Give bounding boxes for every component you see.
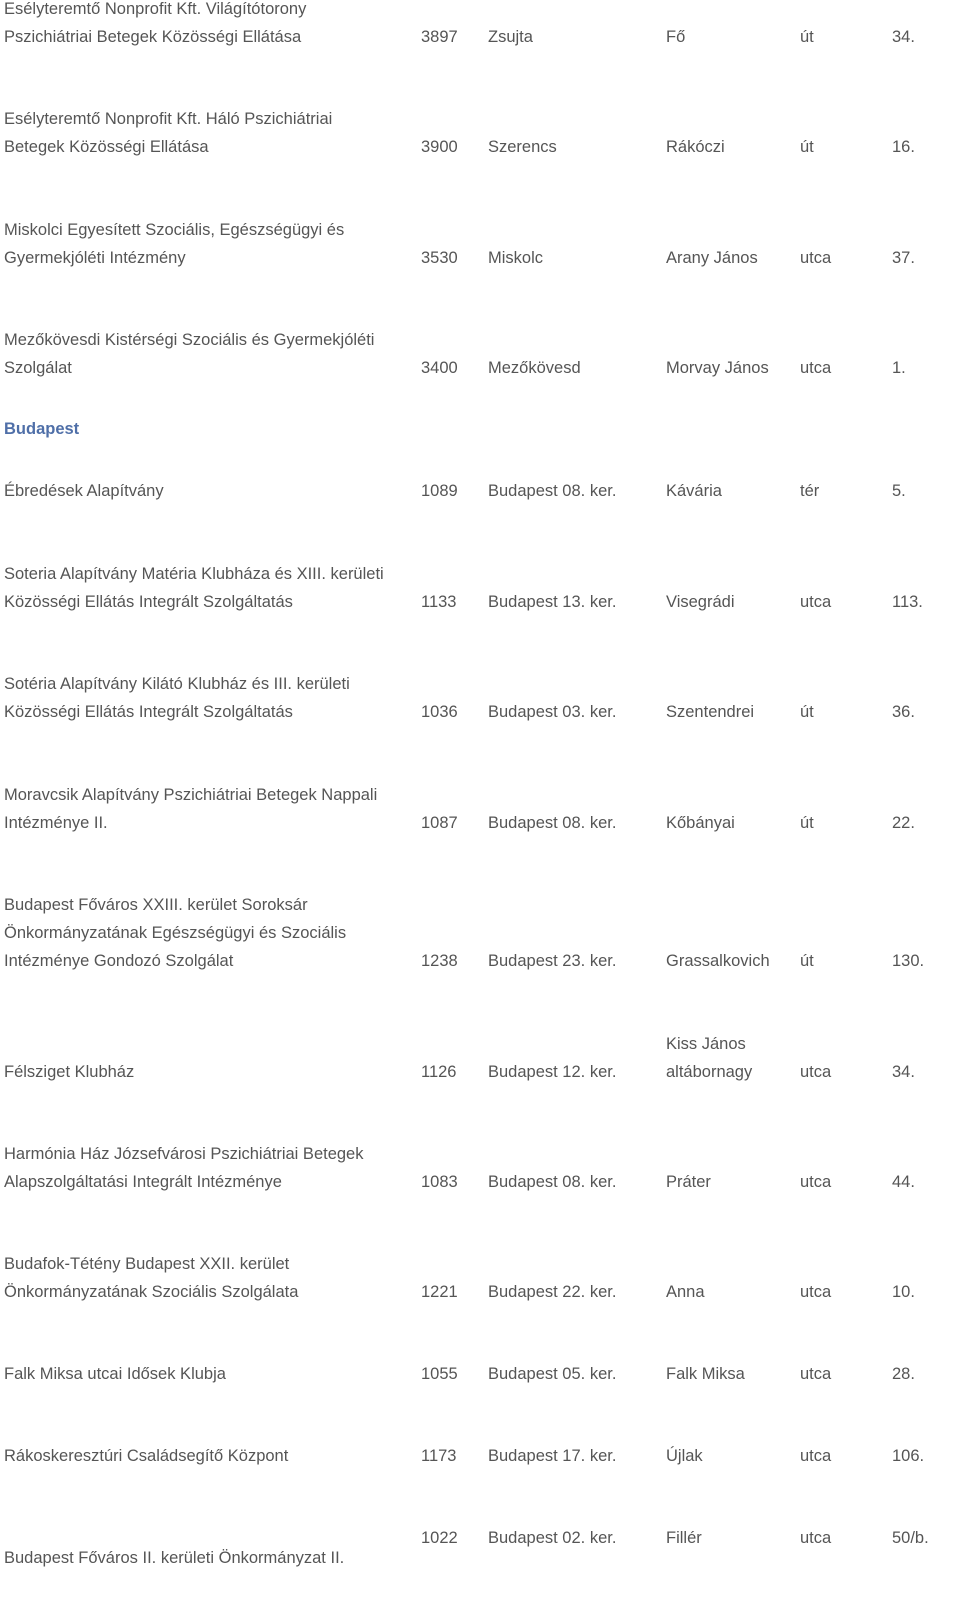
postal-code: 3897 [421, 28, 458, 46]
postal-code: 3530 [421, 249, 458, 267]
city: Budapest 23. ker. [488, 952, 617, 970]
city: Budapest 08. ker. [488, 482, 617, 500]
house-number: 16. [892, 138, 915, 156]
street-type: utca [800, 1173, 832, 1191]
institution-name: Félsziget Klubház [4, 1063, 135, 1081]
street-name: Kőbányai [666, 814, 735, 832]
street-type: út [800, 814, 814, 832]
house-number: 106. [892, 1447, 925, 1465]
street-name: Fő [666, 28, 686, 46]
institution-name: Szolgálat [4, 359, 72, 377]
institution-name: Soteria Alapítvány Matéria Klubháza és XIII. kerületi [4, 565, 384, 583]
postal-code: 1036 [421, 703, 458, 721]
house-number: 10. [892, 1283, 915, 1301]
institution-name: Miskolci Egyesített Szociális, Egészségügyi és [4, 221, 345, 239]
street-name: Práter [666, 1173, 711, 1191]
institution-name: Mezőkövesdi Kistérségi Szociális és Gyermekjóléti [4, 331, 375, 349]
city: Budapest 08. ker. [488, 1173, 617, 1191]
street-name: Visegrádi [666, 593, 735, 611]
city: Mezőkövesd [488, 359, 581, 377]
street-type: út [800, 138, 814, 156]
street-name: Grassalkovich [666, 952, 770, 970]
postal-code: 1133 [421, 593, 457, 611]
institution-name: Önkormányzatának Szociális Szolgálata [4, 1283, 299, 1301]
institution-name: Rákoskeresztúri Családsegítő Központ [4, 1447, 289, 1465]
street-type: utca [800, 593, 832, 611]
house-number: 5. [892, 482, 906, 500]
institution-name: Gyermekjóléti Intézmény [4, 249, 186, 267]
institution-name: Esélyteremtő Nonprofit Kft. Háló Pszichiátriai [4, 110, 333, 128]
house-number: 34. [892, 1063, 915, 1081]
city: Zsujta [488, 28, 533, 46]
institution-name: Harmónia Ház Józsefvárosi Pszichiátriai Betegek [4, 1145, 364, 1163]
street-name: Újlak [666, 1447, 703, 1465]
city: Budapest 02. ker. [488, 1529, 617, 1547]
street-type: utca [800, 1447, 832, 1465]
city: Budapest 05. ker. [488, 1365, 617, 1383]
institution-name: Intézménye Gondozó Szolgálat [4, 952, 234, 970]
street-type: tér [800, 482, 820, 500]
city: Budapest 22. ker. [488, 1283, 617, 1301]
street-type: út [800, 703, 814, 721]
postal-code: 1055 [421, 1365, 458, 1383]
institution-name: Budafok-Tétény Budapest XXII. kerület [4, 1255, 290, 1273]
institution-name: Közösségi Ellátás Integrált Szolgáltatás [4, 593, 293, 611]
postal-code: 1238 [421, 952, 458, 970]
city: Szerencs [488, 138, 557, 156]
institution-name: Esélyteremtő Nonprofit Kft. Világítótorony [4, 0, 307, 18]
street-name: altábornagy [666, 1063, 753, 1081]
city: Budapest 03. ker. [488, 703, 617, 721]
institution-name: Önkormányzatának Egészségügyi és Szociális [4, 924, 347, 942]
street-type: út [800, 952, 814, 970]
city: Budapest 12. ker. [488, 1063, 617, 1081]
street-type: utca [800, 1063, 832, 1081]
street-type: utca [800, 1365, 832, 1383]
institution-name: Alapszolgáltatási Integrált Intézménye [4, 1173, 282, 1191]
street-name: Kiss János [666, 1035, 746, 1053]
street-type: utca [800, 249, 832, 267]
street-name: Morvay János [666, 359, 769, 377]
postal-code: 1089 [421, 482, 458, 500]
institution-name: Budapest Főváros XXIII. kerület Soroksár [4, 896, 308, 914]
section-heading: Budapest [4, 420, 80, 438]
street-name: Fillér [666, 1529, 702, 1547]
city: Budapest 13. ker. [488, 593, 617, 611]
street-name: Kávária [666, 482, 722, 500]
house-number: 36. [892, 703, 915, 721]
street-name: Arany János [666, 249, 758, 267]
postal-code: 3900 [421, 138, 458, 156]
house-number: 44. [892, 1173, 915, 1191]
postal-code: 1083 [421, 1173, 458, 1191]
house-number: 28. [892, 1365, 915, 1383]
institution-name: Betegek Közösségi Ellátása [4, 138, 209, 156]
street-type: utca [800, 1529, 832, 1547]
street-name: Rákóczi [666, 138, 725, 156]
house-number: 37. [892, 249, 915, 267]
house-number: 1. [892, 359, 906, 377]
street-name: Anna [666, 1283, 705, 1301]
institution-name: Moravcsik Alapítvány Pszichiátriai Betegek Nappali [4, 786, 378, 804]
institution-name: Pszichiátriai Betegek Közösségi Ellátása [4, 28, 302, 46]
postal-code: 1087 [421, 814, 458, 832]
institution-name: Sotéria Alapítvány Kilátó Klubház és III. kerületi [4, 675, 350, 693]
street-type: út [800, 28, 814, 46]
house-number: 22. [892, 814, 915, 832]
institution-name: Intézménye II. [4, 814, 108, 832]
postal-code: 1173 [421, 1447, 457, 1465]
postal-code: 1221 [421, 1283, 458, 1301]
street-name: Szentendrei [666, 703, 755, 721]
house-number: 50/b. [892, 1529, 929, 1547]
postal-code: 3400 [421, 359, 458, 377]
institution-name: Budapest Főváros II. kerületi Önkormányzat II. [4, 1549, 345, 1567]
postal-code: 1126 [421, 1063, 457, 1081]
house-number: 130. [892, 952, 925, 970]
street-type: utca [800, 359, 832, 377]
city: Miskolc [488, 249, 544, 267]
institution-name: Közösségi Ellátás Integrált Szolgáltatás [4, 703, 293, 721]
city: Budapest 17. ker. [488, 1447, 617, 1465]
city: Budapest 08. ker. [488, 814, 617, 832]
institution-name: Ébredések Alapítvány [4, 482, 164, 500]
house-number: 34. [892, 28, 915, 46]
postal-code: 1022 [421, 1529, 458, 1547]
street-name: Falk Miksa [666, 1365, 745, 1383]
house-number: 113. [892, 593, 923, 611]
street-type: utca [800, 1283, 832, 1301]
institution-name: Falk Miksa utcai Idősek Klubja [4, 1365, 226, 1383]
